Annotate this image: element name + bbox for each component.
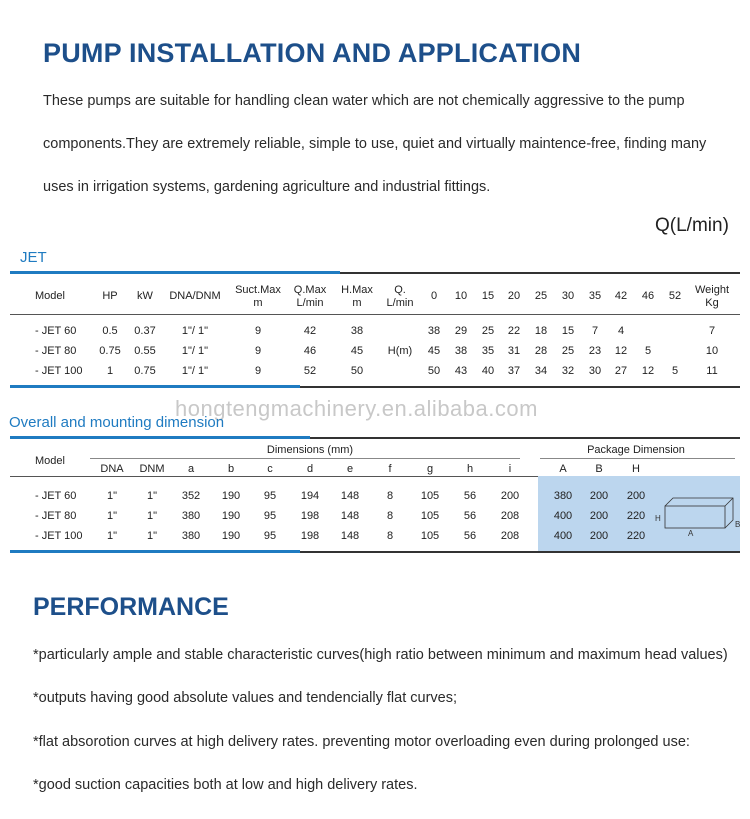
- dim-row-value: 105: [420, 530, 440, 542]
- installation-line-1: These pumps are suitable for handling clean water which are not chemically aggressive to the pump: [43, 93, 685, 109]
- pkg-group-rule: [540, 458, 735, 459]
- dim-row-value: 95: [263, 490, 277, 502]
- dim-row-value: 194: [300, 490, 320, 502]
- dim-row-value: 190: [221, 490, 241, 502]
- jet-row-head: 37: [507, 365, 521, 377]
- jet-row-dna: 1"/ 1": [181, 365, 209, 377]
- dim-table-bottom-accent: [10, 550, 300, 553]
- jet-header-hmax-unit: m: [352, 297, 362, 309]
- box-label-h: H: [655, 514, 661, 523]
- jet-row-head: 23: [588, 345, 602, 357]
- dim-header-col: b: [227, 463, 235, 475]
- jet-row-head: 38: [427, 325, 441, 337]
- jet-row-head: 25: [561, 345, 575, 357]
- jet-row-head: 25: [481, 325, 495, 337]
- dim-row-value: 8: [386, 530, 394, 542]
- jet-row-head: 27: [614, 365, 628, 377]
- dim-header-col: d: [306, 463, 314, 475]
- performance-title: PERFORMANCE: [33, 593, 229, 621]
- pkg-row-value: 200: [626, 490, 646, 502]
- jet-row-model: - JET 100: [35, 365, 83, 377]
- dim-row-value: 56: [463, 530, 477, 542]
- jet-row-weight: 7: [708, 325, 716, 337]
- dim-row-value: 352: [181, 490, 201, 502]
- dim-table-accent: [10, 436, 310, 439]
- dim-row-value: 208: [500, 510, 520, 522]
- jet-header-weight: Weight: [694, 284, 730, 296]
- jet-row-qmax: 46: [303, 345, 317, 357]
- dim-header-col: a: [187, 463, 195, 475]
- pkg-row-value: 400: [553, 530, 573, 542]
- jet-row-hp: 1: [106, 365, 114, 377]
- jet-row-kw: 0.55: [134, 345, 156, 357]
- dim-row-value: 148: [340, 490, 360, 502]
- dim-row-value: 380: [181, 530, 201, 542]
- dim-row-value: 1": [146, 530, 158, 542]
- jet-table-bottom-accent: [10, 385, 300, 388]
- jet-row-head: 31: [507, 345, 521, 357]
- dim-row-value: 190: [221, 530, 241, 542]
- jet-section-label: JET: [20, 249, 47, 266]
- jet-header-flow: 42: [614, 290, 628, 302]
- jet-row-head: 15: [561, 325, 575, 337]
- flow-unit-label: Q(L/min): [655, 215, 729, 236]
- jet-row-qmax: 42: [303, 325, 317, 337]
- jet-row-head: 22: [507, 325, 521, 337]
- dim-group-rule: [90, 458, 520, 459]
- jet-header-flow: 20: [507, 290, 521, 302]
- pkg-row-value: 200: [589, 490, 609, 502]
- pkg-row-value: 380: [553, 490, 573, 502]
- dim-header-col: h: [466, 463, 474, 475]
- dim-row-model: - JET 80: [35, 510, 77, 522]
- pkg-row-value: 220: [626, 530, 646, 542]
- box-label-b: B: [735, 520, 740, 529]
- dim-header-col: f: [388, 463, 392, 475]
- dim-row-value: 190: [221, 510, 241, 522]
- jet-row-head: 40: [481, 365, 495, 377]
- dim-header-col: i: [508, 463, 512, 475]
- watermark: hongtengmachinery.en.alibaba.com: [175, 396, 538, 421]
- dim-header-col: c: [267, 463, 273, 475]
- jet-row-head: 30: [588, 365, 602, 377]
- jet-header-qmax: Q.Max: [293, 284, 327, 296]
- jet-header-q: Q.: [394, 284, 406, 296]
- jet-row-head: 12: [641, 365, 655, 377]
- pkg-row-value: 220: [626, 510, 646, 522]
- dim-header-package: Package Dimension: [587, 444, 685, 456]
- jet-row-hp: 0.75: [99, 345, 121, 357]
- dim-row-value: 56: [463, 490, 477, 502]
- jet-row-head: 5: [671, 365, 679, 377]
- dim-row-value: 1": [146, 510, 158, 522]
- jet-header-q-unit: L/min: [386, 297, 414, 309]
- jet-header-qmax-unit: L/min: [296, 297, 324, 309]
- dim-header-col: g: [426, 463, 434, 475]
- jet-row-head: 45: [427, 345, 441, 357]
- performance-bullet: *outputs having good absolute values and tendencially flat curves;: [33, 690, 458, 706]
- jet-row-model: - JET 80: [35, 345, 77, 357]
- jet-row-dna: 1"/ 1": [181, 345, 209, 357]
- jet-row-hmax: 50: [350, 365, 364, 377]
- jet-row-head: 4: [617, 325, 625, 337]
- dim-header-col: DNM: [139, 463, 165, 475]
- package-box-icon: [665, 498, 733, 528]
- jet-row-qmax: 52: [303, 365, 317, 377]
- jet-row-suct: 9: [254, 325, 262, 337]
- jet-header-suct-unit: m: [253, 297, 263, 309]
- dim-header-model: Model: [35, 455, 65, 467]
- jet-header-flow: 10: [454, 290, 468, 302]
- jet-row-head: 28: [534, 345, 548, 357]
- dim-header-dimensions: Dimensions (mm): [266, 444, 354, 456]
- jet-header-flow: 35: [588, 290, 602, 302]
- dim-row-value: 1": [106, 510, 118, 522]
- dim-row-value: 1": [146, 490, 158, 502]
- jet-header-hmax: H.Max: [341, 284, 373, 296]
- dim-row-value: 148: [340, 510, 360, 522]
- jet-row-hmax: 45: [350, 345, 364, 357]
- jet-head-label: H(m): [387, 345, 413, 357]
- performance-bullet: *flat absorotion curves at high delivery rates. preventing motor overloading even during prolonged use:: [33, 734, 690, 750]
- jet-row-hmax: 38: [350, 325, 364, 337]
- jet-row-suct: 9: [254, 365, 262, 377]
- performance-bullet: *particularly ample and stable characteristic curves(high ratio between minimum and maximum head values): [33, 647, 728, 663]
- jet-header-flow: 52: [668, 290, 682, 302]
- jet-header-flow: 46: [641, 290, 655, 302]
- jet-table-accent: [10, 271, 340, 274]
- box-label-a: A: [688, 529, 694, 538]
- dim-header-col: DNA: [100, 463, 124, 475]
- jet-row-head: 5: [644, 345, 652, 357]
- jet-table-header-rule: [10, 314, 740, 315]
- dim-row-value: 198: [300, 530, 320, 542]
- performance-bullet: *good suction capacities both at low and high delivery rates.: [33, 777, 418, 793]
- jet-row-weight: 11: [706, 365, 718, 377]
- jet-row-head: 32: [561, 365, 575, 377]
- dim-row-value: 95: [263, 510, 277, 522]
- pkg-header-col: A: [559, 463, 567, 475]
- jet-header-flow: 0: [430, 290, 438, 302]
- installation-line-2: components.They are extremely reliable, simple to use, quiet and virtually maintence-free, finding many: [43, 136, 707, 152]
- jet-row-head: 38: [454, 345, 468, 357]
- dim-row-value: 148: [340, 530, 360, 542]
- dim-row-model: - JET 100: [35, 530, 83, 542]
- dim-row-value: 380: [181, 510, 201, 522]
- dim-row-value: 95: [263, 530, 277, 542]
- dim-row-value: 200: [500, 490, 520, 502]
- dim-row-value: 208: [500, 530, 520, 542]
- jet-header-dna: DNA/DNM: [169, 290, 221, 302]
- jet-row-weight: 10: [705, 345, 719, 357]
- jet-row-kw: 0.75: [134, 365, 156, 377]
- pkg-row-value: 400: [553, 510, 573, 522]
- dim-row-model: - JET 60: [35, 490, 77, 502]
- jet-header-flow: 25: [534, 290, 548, 302]
- jet-header-model: Model: [35, 290, 65, 302]
- jet-row-head: 18: [534, 325, 548, 337]
- jet-header-kw: kW: [137, 290, 153, 302]
- dim-header-col: e: [346, 463, 354, 475]
- dim-row-value: 1": [106, 490, 118, 502]
- jet-row-suct: 9: [254, 345, 262, 357]
- dim-row-value: 56: [463, 510, 477, 522]
- pkg-row-value: 200: [589, 510, 609, 522]
- jet-row-head: 12: [614, 345, 628, 357]
- dim-row-value: 105: [420, 490, 440, 502]
- jet-row-dna: 1"/ 1": [181, 325, 209, 337]
- pkg-header-col: B: [595, 463, 603, 475]
- dim-section-label: Overall and mounting dimension: [9, 414, 225, 431]
- jet-header-suct: Suct.Max: [235, 284, 281, 296]
- pkg-header-col: H: [632, 463, 640, 475]
- pkg-row-value: 200: [589, 530, 609, 542]
- package-box-diagram: [654, 490, 740, 540]
- jet-row-head: 35: [481, 345, 495, 357]
- jet-row-hp: 0.5: [102, 325, 118, 337]
- jet-row-head: 29: [454, 325, 468, 337]
- dim-row-value: 8: [386, 490, 394, 502]
- jet-row-model: - JET 60: [35, 325, 77, 337]
- jet-header-flow: 15: [481, 290, 495, 302]
- dim-row-value: 198: [300, 510, 320, 522]
- jet-header-hp: HP: [102, 290, 118, 302]
- dim-row-value: 1": [106, 530, 118, 542]
- installation-title: PUMP INSTALLATION AND APPLICATION: [43, 38, 582, 68]
- dim-row-value: 8: [386, 510, 394, 522]
- jet-header-weight-unit: Kg: [705, 297, 719, 309]
- jet-row-head: 7: [591, 325, 599, 337]
- jet-row-head: 43: [454, 365, 468, 377]
- jet-row-kw: 0.37: [134, 325, 156, 337]
- jet-row-head: 34: [534, 365, 548, 377]
- dim-row-value: 105: [420, 510, 440, 522]
- jet-header-flow: 30: [561, 290, 575, 302]
- installation-line-3: uses in irrigation systems, gardening agriculture and industrial fittings.: [43, 179, 491, 195]
- jet-row-head: 50: [427, 365, 441, 377]
